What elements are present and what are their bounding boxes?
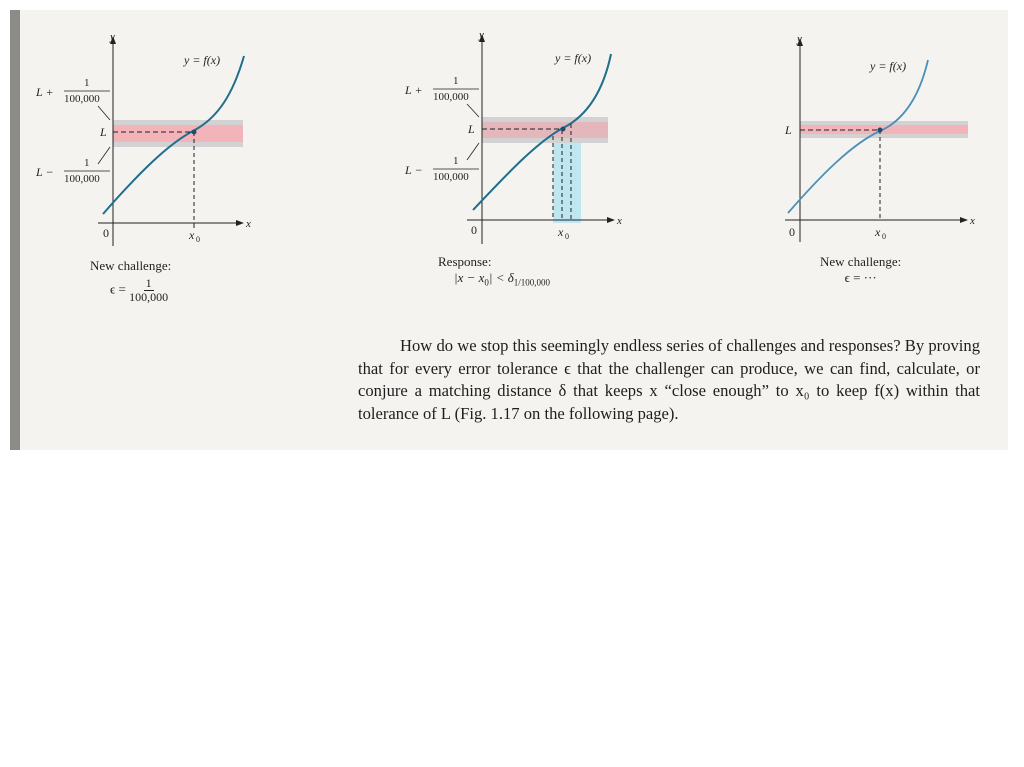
lower-frac-num: 1 xyxy=(84,157,90,169)
figure-1-svg xyxy=(28,14,268,254)
origin-label: 0 xyxy=(789,225,795,239)
curve-label: y = f(x) xyxy=(870,59,907,73)
lower-frac-num: 1 xyxy=(453,155,459,167)
L-label: L xyxy=(468,122,475,136)
upper-bound-label: L + xyxy=(405,83,423,97)
L-label: L xyxy=(100,125,107,139)
x-axis-label: x xyxy=(246,218,251,230)
x-axis-label: x xyxy=(617,215,622,227)
y-axis-label: y xyxy=(110,31,115,43)
y-axis-label: y xyxy=(797,33,802,45)
x0-label: x xyxy=(558,225,564,239)
x0-subscript: 0 xyxy=(565,232,569,241)
x-axis-arrow xyxy=(236,220,244,226)
caption-title: Response: xyxy=(438,254,492,269)
x-axis-arrow xyxy=(960,217,968,223)
figure-new-challenge-1 xyxy=(28,14,268,254)
upper-frac-num: 1 xyxy=(453,75,459,87)
caption-new-challenge-1 xyxy=(90,258,171,304)
body-paragraph xyxy=(358,335,980,425)
point-x0-L xyxy=(561,127,566,132)
caption-ineq-b: | < δ xyxy=(488,270,514,285)
upper-frac-den: 100,000 xyxy=(433,91,469,103)
caption-epsilon-row xyxy=(110,277,171,304)
figure-2-svg xyxy=(395,14,635,254)
caption-ineq-sub2: 1/100,000 xyxy=(513,277,551,288)
caption-new-challenge-2 xyxy=(820,254,901,286)
upper-leader xyxy=(467,104,479,117)
origin-label: 0 xyxy=(103,226,109,240)
figure-new-challenge-2 xyxy=(740,14,990,254)
upper-bound-label: L + xyxy=(36,85,54,99)
caption-title: New challenge: xyxy=(90,258,172,273)
point-x0-L xyxy=(192,130,197,135)
caption-ineq-sub: 0 xyxy=(484,277,489,288)
lower-bound-label: L − xyxy=(36,165,54,179)
caption-frac-den: 100,000 xyxy=(129,290,169,304)
upper-frac-den: 100,000 xyxy=(64,93,100,105)
figure-response xyxy=(395,14,635,254)
x0-subscript: 0 xyxy=(882,232,886,241)
x-axis-label: x xyxy=(970,215,975,227)
caption-epsilon: ϵ = xyxy=(110,281,126,297)
lower-frac-den: 100,000 xyxy=(64,173,100,185)
x0-label: x xyxy=(189,228,195,242)
caption-title: New challenge: xyxy=(820,254,902,269)
caption-response xyxy=(438,254,550,291)
paragraph-text: How do we stop this seemingly endless series of challenges and responses? By proving that for every error tolerance ϵ that the challenger can produce, we can find, calculate, or conjure a matching distance δ that keeps x “close enough” to x₀ to keep f(x) within that tolerance of L (Fig. 1.17 on the following page). xyxy=(358,336,980,423)
caption-fraction xyxy=(129,277,168,304)
caption-epsilon: ϵ = ··· xyxy=(844,270,877,285)
lower-frac-den: 100,000 xyxy=(433,171,469,183)
point-x0-L xyxy=(878,128,883,133)
x-axis-arrow xyxy=(607,217,615,223)
lower-leader xyxy=(467,143,479,160)
origin-label: 0 xyxy=(471,223,477,237)
caption-frac-num: 1 xyxy=(145,276,152,290)
tolerance-band-inner xyxy=(482,122,608,138)
curve-label: y = f(x) xyxy=(184,53,221,67)
delta-band xyxy=(553,130,581,223)
lower-leader xyxy=(98,147,110,164)
figure-3-svg xyxy=(740,14,990,254)
L-label: L xyxy=(785,123,792,137)
x0-subscript: 0 xyxy=(196,235,200,244)
caption-ineq-a: |x − x xyxy=(454,270,485,285)
curve-label: y = f(x) xyxy=(555,51,592,65)
caption-inequality xyxy=(454,270,550,291)
lower-bound-label: L − xyxy=(405,163,423,177)
upper-leader xyxy=(98,106,110,120)
x0-label: x xyxy=(875,225,881,239)
y-axis-label: y xyxy=(479,29,484,41)
upper-frac-num: 1 xyxy=(84,77,90,89)
